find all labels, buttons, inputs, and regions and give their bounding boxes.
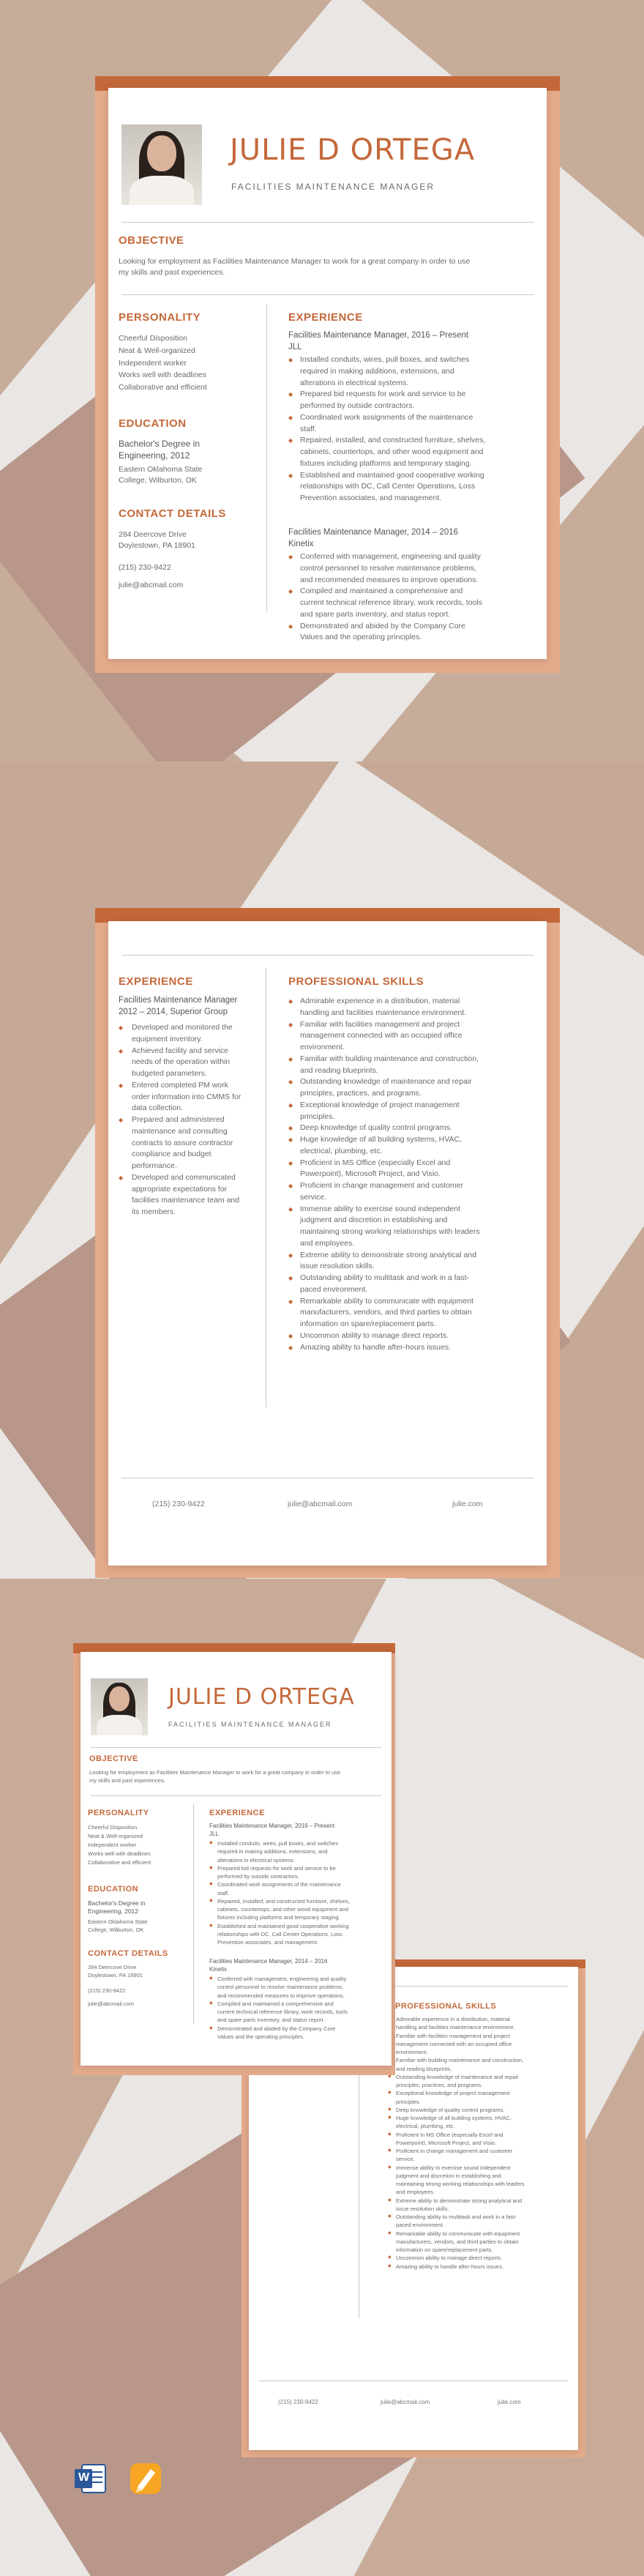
list-item: and spare parts inventory, and status report. — [300, 609, 451, 619]
divider — [259, 2380, 568, 2381]
list-item: ◆ Immense ability to exercise sound independent — [388, 2164, 525, 2172]
word-icon — [72, 2460, 108, 2497]
list-item: staff. — [217, 1889, 230, 1896]
candidate-role: FACILITIES MAINTENANCE MANAGER — [168, 1721, 332, 1728]
job-duties — [288, 551, 482, 644]
list-item: ◆ Repaired, installed, and constructed furniture, shelves, — [288, 435, 485, 447]
profile-photo — [121, 124, 202, 205]
education-degree: Bachelor's Degree in Engineering, 2012 — [88, 1899, 146, 1916]
list-item: alterations in electrical systems. — [300, 378, 409, 387]
list-item: ◆ Installed conduits, wires, pull boxes, and switches — [209, 1839, 350, 1847]
education-school: Eastern Oklahoma State College, Wilburton, OK — [88, 1918, 148, 1933]
list-item: current technical reference library, work records, tools — [300, 598, 482, 607]
list-item: performed by outside contractors. — [217, 1873, 299, 1880]
divider — [91, 1795, 381, 1796]
list-item: information on spare/replacement parts. — [396, 2246, 493, 2253]
list-item: its members. — [132, 1207, 176, 1216]
list-item: control personnel to resolve maintenance problems, — [217, 1984, 344, 1991]
list-item: order information into CMMS for — [132, 1092, 242, 1101]
list-item: ◆ Uncommon ability to manage direct reports. — [388, 2254, 525, 2262]
contact-heading: CONTACT DETAILS — [88, 1949, 168, 1958]
footer-website: julie.com — [452, 1500, 483, 1508]
list-item: Values and the operating principles. — [300, 633, 422, 642]
list-item: maintaining strong working relationships with leaders — [396, 2181, 525, 2187]
list-item: ◆ Extreme ability to demonstrate strong analytical and — [288, 1250, 480, 1262]
list-item: ◆ Coordinated work assignments of the maintenance — [209, 1880, 350, 1888]
job-duties — [209, 1975, 348, 2041]
list-item: principles. — [300, 1112, 335, 1121]
skills-heading: PROFESSIONAL SKILLS — [288, 975, 424, 988]
list-item: ◆ Outstanding ability to multitask and work in a fast- — [388, 2213, 525, 2221]
word-letter: W — [78, 2471, 90, 2484]
list-item: ◆ Admirable experience in a distribution, material — [288, 996, 480, 1008]
list-item: service. — [396, 2156, 415, 2163]
footer-phone: (215) 230-9422 — [152, 1500, 205, 1508]
list-item: budgeted parameters. — [132, 1069, 207, 1078]
list-item: management connected with an occupied office — [300, 1031, 463, 1041]
list-item: ◆ Conferred with management, engineering and quality — [209, 1975, 348, 1983]
personality-list: Cheerful Disposition Neat & Well-organized Independent worker Works well with deadlines Collaborative and efficient — [88, 1824, 151, 1866]
list-item: maintenance and consulting — [132, 1126, 228, 1136]
list-item: and recommended measures to improve operations. — [217, 1992, 345, 1999]
contact-heading: CONTACT DETAILS — [119, 507, 226, 520]
list-item: ◆ Remarkable ability to communicate with equipment — [288, 1296, 480, 1308]
list-item: ◆ Exceptional knowledge of project management — [388, 2089, 525, 2097]
column-divider — [193, 1804, 194, 2024]
personality-list: Cheerful Disposition Neat & Well-organized Independent worker Works well with deadlines Collaborative and efficient — [119, 334, 207, 392]
list-item: ◆ Prepared and administered — [119, 1114, 241, 1126]
list-item: management connected with an occupied office — [396, 2040, 512, 2047]
list-item: ◆ Huge knowledge of all building systems, HVAC, — [288, 1134, 480, 1146]
footer-website: julie.com — [498, 2399, 521, 2405]
list-item: ◆ Huge knowledge of all building systems, HVAC, — [388, 2114, 525, 2122]
contact-phone: (215) 230-9422 — [88, 1987, 126, 1994]
list-item: and recommended measures to improve operations. — [300, 575, 479, 584]
objective-text: Looking for employment as Facilities Maintenance Manager to work for a great company in order to use my skills and past experiences. — [89, 1769, 341, 1784]
list-item: maintaining strong working relationships with leaders — [300, 1227, 480, 1236]
list-item: and reading blueprints. — [396, 2065, 452, 2072]
job-title: Facilities Maintenance Manager 2012 – 2014, Superior Group — [119, 996, 238, 1016]
list-item: ◆ Immense ability to exercise sound independent — [288, 1204, 480, 1216]
skills-list — [288, 996, 480, 1353]
list-item: ◆ Outstanding ability to multitask and work in a fast- — [288, 1273, 480, 1284]
list-item: environment. — [396, 2049, 428, 2055]
list-item: principles. — [396, 2098, 421, 2105]
list-item: performance. — [132, 1161, 177, 1170]
column-divider — [266, 305, 267, 612]
job-duties — [119, 1022, 241, 1218]
profile-photo — [91, 1678, 148, 1735]
accent-bar — [95, 908, 560, 923]
list-item: ◆ Outstanding knowledge of maintenance and repair — [288, 1076, 480, 1088]
list-item: required in making additions, extensions, and — [217, 1848, 328, 1855]
list-item: ◆ Demonstrated and abided by the Company Core — [209, 2025, 348, 2033]
experience-heading: EXPERIENCE — [119, 975, 193, 988]
list-item: fixtures including platforms and temporary staging. — [300, 458, 472, 468]
job-title: Facilities Maintenance Manager, 2014 – 2016 Kinetix — [288, 528, 459, 548]
list-item: Powerpoint), Microsoft Project, and Visio. — [396, 2139, 497, 2146]
list-item: cabinets, countertops, and other wood equipment and — [300, 447, 484, 456]
list-item: electrical, plumbing, etc. — [300, 1146, 383, 1155]
personality-heading: PERSONALITY — [119, 311, 201, 324]
list-item: appropriate expectations for — [132, 1184, 228, 1194]
list-item: paced environment. — [396, 2222, 444, 2229]
list-item: principles, practices, and programs. — [300, 1089, 422, 1098]
pages-icon — [127, 2460, 164, 2497]
objective-text: Looking for employment as Facilities Maintenance Manager to work for a great company in order to use my skills and past experiences. — [119, 257, 471, 278]
list-item: ◆ Familiar with building maintenance and construction, — [288, 1054, 480, 1065]
list-item: needs of the operation within — [132, 1057, 231, 1067]
list-item: performed by outside contractors. — [300, 401, 415, 410]
contact-address: 284 Deercove Drive Doylestown, PA 18901 — [88, 1964, 143, 1978]
candidate-role: FACILITIES MAINTENANCE MANAGER — [231, 182, 435, 192]
list-item: ◆ Entered completed PM work — [119, 1080, 241, 1092]
education-degree: Bachelor's Degree in Engineering, 2012 — [119, 439, 201, 461]
list-item: ◆ Demonstrated and abided by the Company Core — [288, 621, 482, 633]
list-item: contracts to assure contractor — [132, 1138, 233, 1147]
list-item: and employees. — [396, 2189, 435, 2196]
list-item: electrical, plumbing, etc. — [396, 2123, 455, 2130]
list-item: facilities maintenance team and — [132, 1196, 240, 1205]
list-item: manufacturers, vendors, and third parties to obtain — [300, 1308, 472, 1317]
list-item: ◆ Prepared bid requests for work and service to be — [209, 1864, 350, 1872]
list-item: ◆ Compiled and maintained a comprehensive and — [288, 586, 482, 598]
footer-email: julie@abcmail.com — [381, 2399, 430, 2405]
job-title: Facilities Maintenance Manager, 2014 – 2016 Kinetix — [209, 1958, 328, 1973]
resume-page — [108, 88, 547, 659]
list-item: ◆ Proficient in change management and customer — [388, 2147, 525, 2155]
list-item: ◆ Established and maintained good cooperative working — [288, 470, 485, 482]
contact-phone: (215) 230-9422 — [119, 563, 171, 572]
list-item: ◆ Remarkable ability to communicate with equipment — [388, 2230, 525, 2238]
personality-heading: PERSONALITY — [88, 1809, 149, 1817]
list-item: ◆ Familiar with building maintenance and construction, — [388, 2056, 525, 2064]
list-item: ◆ Installed conduits, wires, pull boxes, and switches — [288, 354, 485, 366]
preview-mockup — [0, 1579, 644, 2576]
list-item: compliance and budget — [132, 1150, 211, 1159]
job-duties — [288, 354, 485, 505]
objective-heading: OBJECTIVE — [89, 1754, 138, 1763]
skills-heading: PROFESSIONAL SKILLS — [395, 2002, 497, 2011]
list-item: ◆ Developed and communicated — [119, 1172, 241, 1184]
list-item: relationships with DC, Call Center Operations, Loss — [217, 1930, 342, 1937]
divider — [91, 1747, 381, 1748]
list-item: information on spare/replacement parts. — [300, 1319, 436, 1328]
list-item: ◆ Exceptional knowledge of project management — [288, 1100, 480, 1112]
list-item: ◆ Proficient in MS Office (especially Excel and — [388, 2131, 525, 2139]
experience-heading: EXPERIENCE — [288, 311, 363, 324]
preview-page-two — [0, 762, 644, 1579]
list-item: issue resolution skills. — [300, 1262, 375, 1271]
list-item: environment. — [300, 1043, 345, 1051]
list-item: principles, practices, and programs. — [396, 2082, 483, 2088]
contact-address: 284 Deercove Drive Doylestown, PA 18901 — [119, 530, 195, 551]
list-item: required in making additions, extensions, and — [300, 366, 454, 376]
list-item: ◆ Coordinated work assignments of the maintenance — [288, 412, 485, 424]
footer-email: julie@abcmail.com — [288, 1500, 353, 1508]
list-item: ◆ Compiled and maintained a comprehensive and — [209, 2000, 348, 2008]
job-title: Facilities Maintenance Manager, 2016 – Present JLL — [209, 1823, 335, 1837]
list-item: ◆ Conferred with management, engineering and quality — [288, 551, 482, 563]
job-duties — [209, 1839, 350, 1946]
candidate-name: JULIE D ORTEGA — [168, 1684, 355, 1710]
list-item: and reading blueprints. — [300, 1065, 378, 1075]
divider — [121, 294, 533, 295]
list-item: cabinets, countertops, and other wood equipment and — [217, 1906, 348, 1913]
list-item: control personnel to resolve maintenance problems, — [300, 563, 477, 573]
list-item: ◆ Admirable experience in a distribution, material — [388, 2015, 525, 2023]
list-item: ◆ Amazing ability to handle after-hours issues. — [388, 2263, 525, 2271]
list-item: and spare parts inventory, and status report. — [217, 2017, 325, 2024]
list-item: ◆ Developed and monitored the — [119, 1022, 241, 1034]
list-item: ◆ Prepared bid requests for work and service to be — [288, 389, 485, 401]
list-item: service. — [300, 1192, 327, 1202]
preview-page-one — [0, 0, 644, 762]
divider — [121, 222, 533, 223]
list-item: equipment inventory. — [132, 1034, 203, 1043]
list-item: Values and the operating principles. — [217, 2033, 304, 2040]
list-item: ◆ Achieved facility and service — [119, 1046, 241, 1057]
list-item: Powerpoint), Microsoft Project, and Visio. — [300, 1169, 441, 1179]
list-item: ◆ Familiar with facilities management and project — [288, 1019, 480, 1031]
education-heading: EDUCATION — [119, 417, 187, 430]
list-item: and employees. — [300, 1238, 355, 1248]
list-item: ◆ Familiar with facilities management and project — [388, 2032, 525, 2040]
list-item: current technical reference library, work records, tools — [217, 2009, 348, 2015]
skills-list — [388, 2015, 525, 2271]
education-heading: EDUCATION — [88, 1885, 139, 1894]
list-item: judgment and discretion in establishing and — [396, 2172, 501, 2179]
list-item: fixtures including platforms and temporary staging. — [217, 1914, 340, 1921]
resume-page — [108, 921, 547, 1566]
list-item: manufacturers, vendors, and third parties to obtain — [396, 2238, 519, 2245]
list-item: handling and facilities maintenance environment. — [300, 1008, 467, 1017]
list-item: ◆ Uncommon ability to manage direct reports. — [288, 1330, 480, 1342]
list-item: ◆ Extreme ability to demonstrate strong analytical and — [388, 2197, 525, 2205]
contact-email: julie@abcmail.com — [88, 2000, 135, 2007]
resume-page — [80, 1652, 392, 2066]
list-item: alterations in electrical systems. — [217, 1856, 295, 1864]
list-item: relationships with DC, Call Center Operations, Loss — [300, 482, 476, 491]
list-item: ◆ Repaired, installed, and constructed furniture, shelves, — [209, 1897, 350, 1905]
list-item: data collection. — [132, 1103, 184, 1113]
experience-heading: EXPERIENCE — [209, 1809, 265, 1817]
objective-heading: OBJECTIVE — [119, 234, 184, 247]
list-item: ◆ Amazing ability to handle after-hours issues. — [288, 1342, 480, 1354]
list-item: ◆ Outstanding knowledge of maintenance and repair — [388, 2073, 525, 2081]
list-item: judgment and discretion in establishing and — [300, 1216, 448, 1225]
list-item: handling and facilities maintenance environment. — [396, 2024, 515, 2031]
list-item: issue resolution skills. — [396, 2205, 449, 2212]
list-item: paced environment. — [300, 1284, 368, 1294]
list-item: ◆ Established and maintained good cooperative working — [209, 1922, 350, 1930]
list-item: ◆ Deep knowledge of quality control programs. — [388, 2106, 525, 2114]
list-item: ◆ Deep knowledge of quality control programs. — [288, 1123, 480, 1134]
list-item: Prevention associates, and management. — [300, 494, 442, 502]
list-item: ◆ Proficient in MS Office (especially Excel and — [288, 1158, 480, 1169]
contact-email: julie@abcmail.com — [119, 581, 184, 589]
job-title: Facilities Maintenance Manager, 2016 – Present JLL — [288, 331, 469, 351]
candidate-name: JULIE D ORTEGA — [230, 133, 476, 167]
list-item: ◆ Proficient in change management and customer — [288, 1180, 480, 1192]
education-school: Eastern Oklahoma State College, Wilburton, OK — [119, 465, 203, 485]
footer-phone: (215) 230-9422 — [278, 2399, 318, 2405]
list-item: staff. — [300, 424, 317, 433]
list-item: Prevention associates, and management. — [217, 1939, 318, 1946]
divider — [121, 955, 533, 956]
